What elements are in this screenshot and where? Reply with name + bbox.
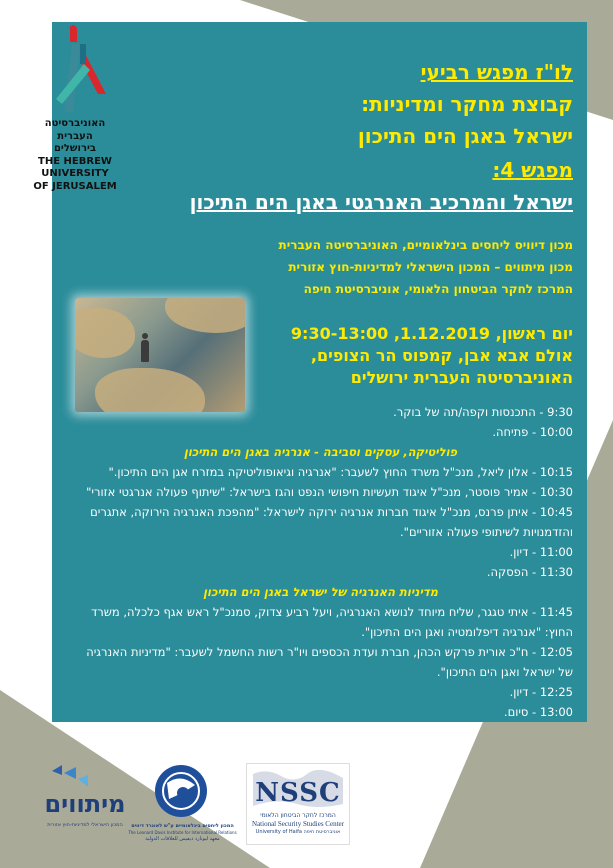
- hebrew-university-name: [20, 118, 130, 193]
- hebrew-university-logo: [44, 24, 114, 112]
- program-item: 11:00 - דיון.: [509, 545, 573, 559]
- program-item: 11:45 - איתי טגגר, שליח מיוחד לנושא האנרגיה, ויעל רביע צדוק, סמנכ"ל ראש אגף כלכלה, משרד החוץ: "אנרגיה דיפלומטיה ואגן הים התיכון".: [91, 605, 573, 639]
- nssc-university-english: University of Haifa: [255, 829, 302, 835]
- nssc-university: [247, 829, 349, 835]
- program-item: 12:05 - ח"כ אורית פרקש הכהן, חברת ועדת הכספים ויו"ר רשות החשמל לשעבר: "מדיניות האנרגיה של ישראל ואגן הים התיכון".: [86, 645, 573, 679]
- davis-hebrew-name: המכון ליחסים בינלאומיים ע"ש לאונרד דיוויס: [131, 823, 234, 829]
- program-item: 9:30 - התכנסות וקפה/תה של בוקר.: [393, 405, 573, 419]
- program-item: 11:30 - הפסקה.: [486, 565, 573, 579]
- event-datetime: יום ראשון, 1.12.2019, 9:30-13:00: [290, 324, 573, 343]
- huji-english-line-3: OF JERUSALEM: [33, 180, 117, 192]
- program-item: 10:15 - אלון ליאל, מנכ"ל משרד החוץ לשעבר: "אנרגיה וגיאופוליטיקה במזרח אגן הים התיכון.": [108, 465, 573, 479]
- davis-institute-logo: [153, 763, 209, 819]
- session-2-title: מדיניות האנרגיה של ישראל באגן הים התיכון: [203, 585, 438, 599]
- event-venue: אולם אבא אבן, קמפוס הר הצופים,: [310, 346, 573, 365]
- group-title: קבוצת מחקר ומדיניות:: [361, 92, 573, 116]
- series-title: לו"ז מפגש רביעי: [420, 60, 573, 84]
- mitvim-name: מיתווים: [44, 790, 126, 818]
- program-item: 13:00 - סיום.: [503, 705, 573, 719]
- meeting-title: ישראל והמרכיב האנרגטי באגן הים התיכון: [189, 190, 573, 214]
- huji-english-line-2: UNIVERSITY: [41, 168, 109, 179]
- program-item: 12:25 - דיון.: [509, 685, 573, 699]
- traveler-figure-icon: [141, 340, 149, 362]
- program-item: 10:45 - איתן פרנס, מנכ"ל איגוד חברות אנרגיה ירוקה לישראל: "מהפכת האנרגיה הירוקה, אתגרים והזדמנויות לשיתופי פעולה אזוריים".: [90, 505, 573, 539]
- huji-hebrew-line-2: העברית: [57, 130, 93, 142]
- huji-english-line-1: THE HEBREW: [38, 155, 112, 167]
- meeting-label: מפגש 4:: [492, 158, 573, 182]
- map-photo: [75, 298, 245, 412]
- institution-davis: מכון דיוויס ליחסים בינלאומיים, האוניברסיטה העברית: [278, 238, 573, 252]
- event-university: האוניברסיטה העברית ירושלים: [350, 368, 573, 387]
- program: [68, 402, 573, 722]
- davis-arabic-name: معهد ليونارد ديفيس للعلاقات الدولية: [145, 836, 220, 842]
- huji-hebrew-line-3: בירושלים: [53, 143, 97, 154]
- mitvim-logo-icon: [50, 763, 90, 793]
- program-item: 10:30 - אמיר פוסטר, מנכ"ל איגוד תעשיות חיפושי הנפט והגז בישראל: "שיתוף פעולה אנרגטי אזורי": [86, 485, 573, 499]
- group-topic: ישראל באגן הים התיכון: [357, 124, 573, 148]
- mitvim-subtitle: המכון הישראלי למדיניות-חוץ אזורית: [47, 822, 123, 828]
- nssc-english-name: National Security Studies Center: [252, 820, 344, 828]
- nssc-logo: [246, 763, 350, 845]
- nssc-university-hebrew: אוניברסיטת חיפה: [303, 829, 341, 835]
- institution-mitvim: מכון מיתווים – המכון הישראלי למדיניות-חוץ אזורית: [288, 260, 573, 274]
- nssc-abbreviation: NSSC: [255, 778, 341, 808]
- davis-english-name: The Leonard Davis Institute for International Relations: [128, 830, 237, 835]
- nssc-hebrew-name: המרכז לחקר הביטחון הלאומי: [260, 812, 336, 819]
- institution-nssc: המרכז לחקר הביטחון הלאומי, אוניברסיטת חיפה: [303, 282, 573, 296]
- program-item: 10:00 - פתיחה.: [492, 425, 573, 439]
- huji-hebrew-line-1: האוניברסיטה: [44, 118, 106, 129]
- session-1-title: פוליטיקה, עסקים וסביבה - אנרגיה באגן הים התיכון: [183, 445, 458, 459]
